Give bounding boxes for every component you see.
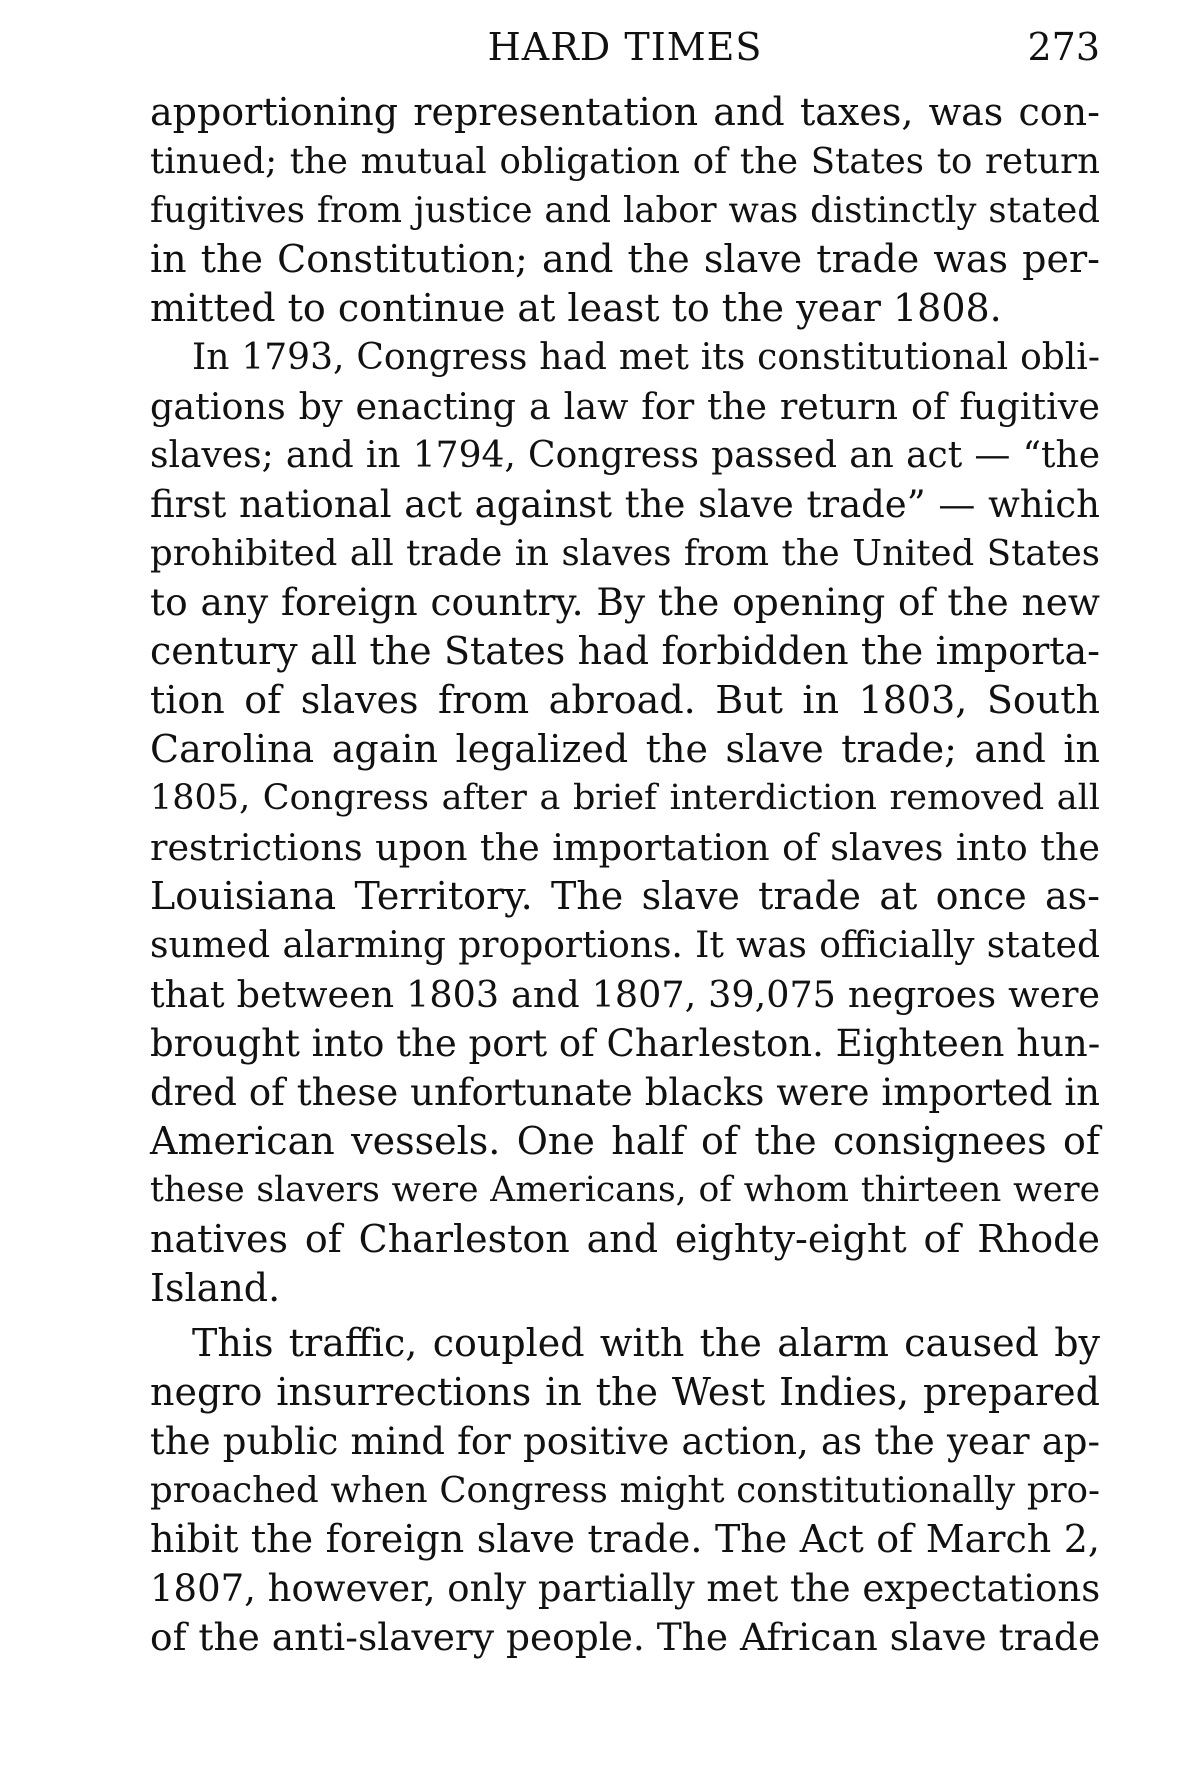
text-line: tion of slaves from abroad. But in 1803, South (150, 678, 1100, 722)
text-line: restrictions upon the importation of slaves into the (150, 826, 1100, 869)
page-number: 273 (1027, 25, 1100, 69)
text-line: natives of Charleston and eighty-eight of Rhode (150, 1217, 1100, 1261)
text-line: mitted to continue at least to the year 1808. (150, 286, 1002, 330)
text-line: gations by enacting a law for the return of fugitive (150, 385, 1100, 428)
text-line: Louisiana Territory. The slave trade at once as- (150, 874, 1100, 918)
text-line: of the anti-slavery people. The African slave trade (150, 1615, 1101, 1659)
text-line: slaves; and in 1794, Congress passed an act — “the (150, 435, 1100, 476)
text-line: 1807, however, only partially met the expectations (150, 1567, 1101, 1610)
text-line: the public mind for positive action, as the year ap- (150, 1420, 1100, 1463)
text-line: sumed alarming proportions. It was officially stated (150, 925, 1100, 966)
text-line: negro insurrections in the West Indies, prepared (150, 1370, 1100, 1414)
paragraph (150, 1319, 1100, 1662)
text-line: to any foreign country. By the opening of the new (150, 580, 1100, 624)
paragraph (150, 333, 1100, 1313)
text-line: Carolina again legalized the slave trade; and in (150, 727, 1100, 771)
text-line: proached when Congress might constitutionally pro- (150, 1470, 1100, 1511)
text-line: 1805, Congress after a brief interdiction removed all (150, 778, 1100, 818)
text-line: in the Constitution; and the slave trade was per- (150, 237, 1100, 281)
text-line: tinued; the mutual obligation of the States to return (150, 141, 1100, 182)
text-line: prohibited all trade in slaves from the United States (150, 533, 1100, 574)
text-line: Island. (150, 1266, 281, 1310)
text-line: first national act against the slave trade” — which (150, 483, 1100, 526)
text-line: dred of these unfortunate blacks were imported in (150, 1071, 1100, 1114)
text-line: apportioning representation and taxes, was con- (150, 90, 1100, 134)
text-line: that between 1803 and 1807, 39,075 negroes were (150, 973, 1100, 1016)
text-line: fugitives from justice and labor was distinctly stated (150, 190, 1100, 231)
text-line: these slavers were Americans, of whom thirteen were (150, 1170, 1100, 1210)
text-line: This traffic, coupled with the alarm caused by (192, 1321, 1100, 1365)
text-line: hibit the foreign slave trade. The Act of March 2, (150, 1517, 1100, 1561)
running-title: HARD TIMES (487, 25, 763, 69)
text-line: American vessels. One half of the consignees of (150, 1119, 1100, 1163)
text-line: brought into the port of Charleston. Eighteen hun- (150, 1022, 1101, 1065)
body-text (150, 88, 1100, 1662)
text-line: In 1793, Congress had met its constitutional obli- (192, 337, 1100, 378)
text-line: century all the States had forbidden the importa- (150, 629, 1100, 673)
running-head (150, 22, 1100, 72)
paragraph (150, 88, 1100, 333)
